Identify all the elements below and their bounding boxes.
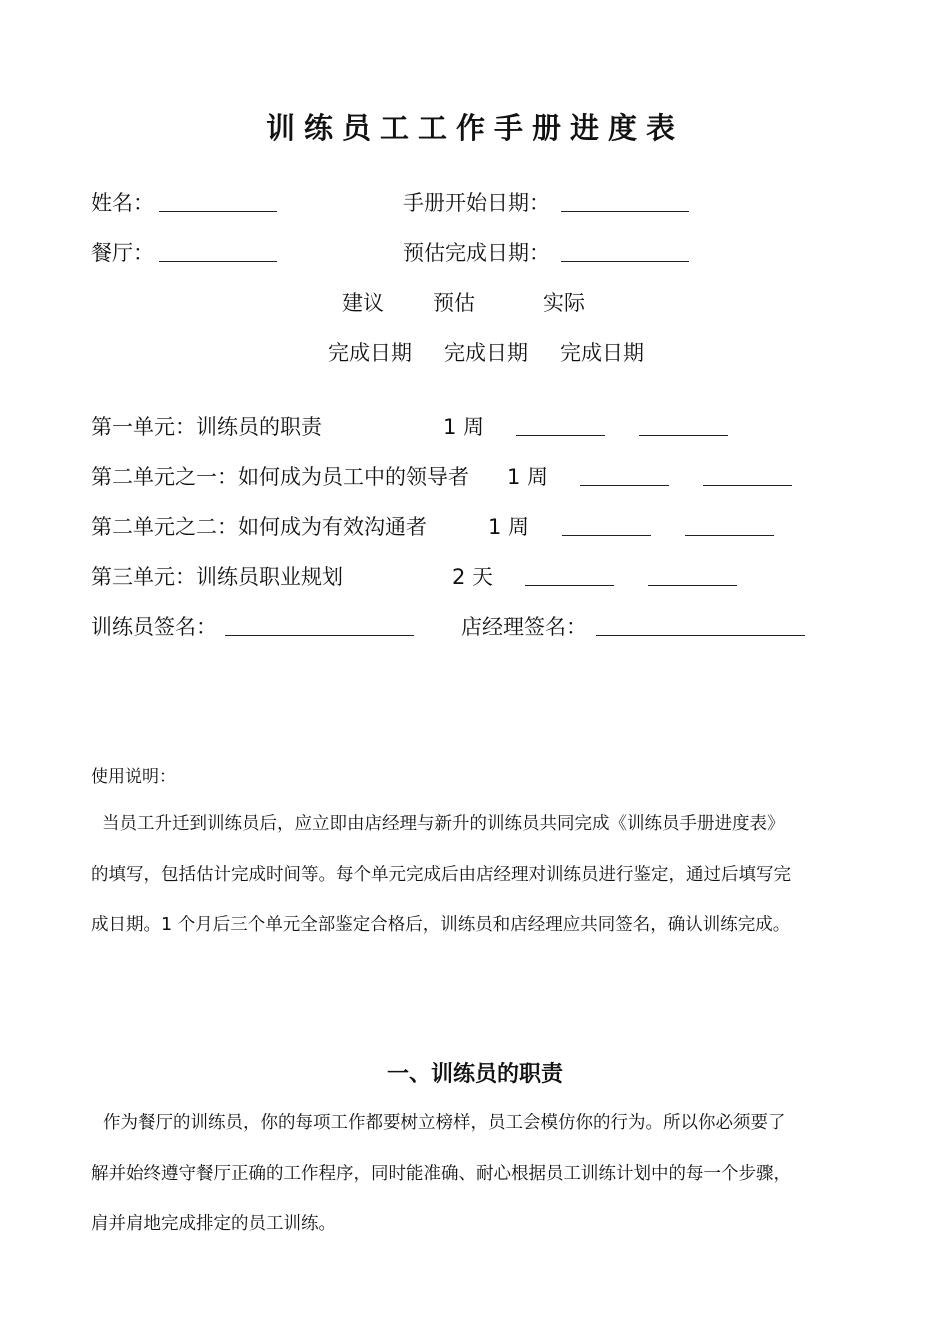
unit-1-estimate-field[interactable]: [516, 435, 605, 436]
manager-signature-label: 店经理签名：: [461, 615, 587, 639]
header-finish-date-1: 完成日期: [328, 341, 412, 365]
unit-4-duration: 2 天: [452, 565, 494, 589]
unit-1-label: 第一单元：训练员的职责: [91, 415, 322, 439]
unit-1-duration: 1 周: [443, 415, 485, 439]
unit-2-label: 第二单元之一：如何成为员工中的领导者: [91, 465, 469, 489]
instructions-heading: 使用说明：: [91, 767, 176, 787]
unit-2-estimate-field[interactable]: [580, 485, 669, 486]
instructions-line-3: 成日期。1 个月后三个单元全部鉴定合格后，训练员和店经理应共同签名，确认训练完成。: [91, 915, 791, 935]
trainer-signature-field[interactable]: [225, 635, 414, 636]
instructions-line-2: 的填写，包括估计完成时间等。每个单元完成后由店经理对训练员进行鉴定，通过后填写完: [91, 865, 791, 885]
header-finish-date-3: 完成日期: [560, 341, 644, 365]
unit-4-label: 第三单元：训练员职业规划: [91, 565, 343, 589]
start-date-label: 手册开始日期：: [403, 191, 550, 215]
header-estimate: 预估: [433, 291, 475, 315]
header-finish-date-2: 完成日期: [444, 341, 528, 365]
unit-3-label: 第二单元之二：如何成为有效沟通者: [91, 515, 427, 539]
section-heading: 一、训练员的职责: [386, 1062, 563, 1087]
restaurant-field[interactable]: [159, 261, 277, 262]
page-title: 训练员工工作手册进度表: [265, 111, 684, 145]
instructions-line-1: 当员工升迁到训练员后，应立即由店经理与新升的训练员共同完成《训练员手册进度表》: [102, 814, 785, 834]
unit-2-duration: 1 周: [507, 465, 549, 489]
est-finish-field[interactable]: [561, 261, 689, 262]
unit-2-actual-field[interactable]: [703, 485, 792, 486]
trainer-signature-label: 训练员签名：: [91, 615, 217, 639]
unit-1-actual-field[interactable]: [639, 435, 728, 436]
start-date-field[interactable]: [561, 211, 689, 212]
section-line-3: 肩并肩地完成排定的员工训练。: [91, 1214, 336, 1234]
unit-3-actual-field[interactable]: [685, 535, 774, 536]
header-actual: 实际: [543, 291, 585, 315]
name-field[interactable]: [159, 211, 277, 212]
section-line-1: 作为餐厅的训练员，你的每项工作都要树立榜样，员工会模仿你的行为。所以你必须要了: [103, 1113, 786, 1133]
restaurant-label: 餐厅：: [91, 241, 154, 265]
section-line-2: 解并始终遵守餐厅正确的工作程序，同时能准确、耐心根据员工训练计划中的每一个步骤，: [91, 1164, 791, 1184]
unit-4-actual-field[interactable]: [648, 585, 737, 586]
header-suggest: 建议: [342, 291, 384, 315]
unit-3-estimate-field[interactable]: [562, 535, 651, 536]
unit-3-duration: 1 周: [488, 515, 530, 539]
name-label: 姓名：: [91, 191, 154, 215]
est-finish-label: 预估完成日期：: [403, 241, 550, 265]
manager-signature-field[interactable]: [596, 635, 805, 636]
unit-4-estimate-field[interactable]: [525, 585, 614, 586]
